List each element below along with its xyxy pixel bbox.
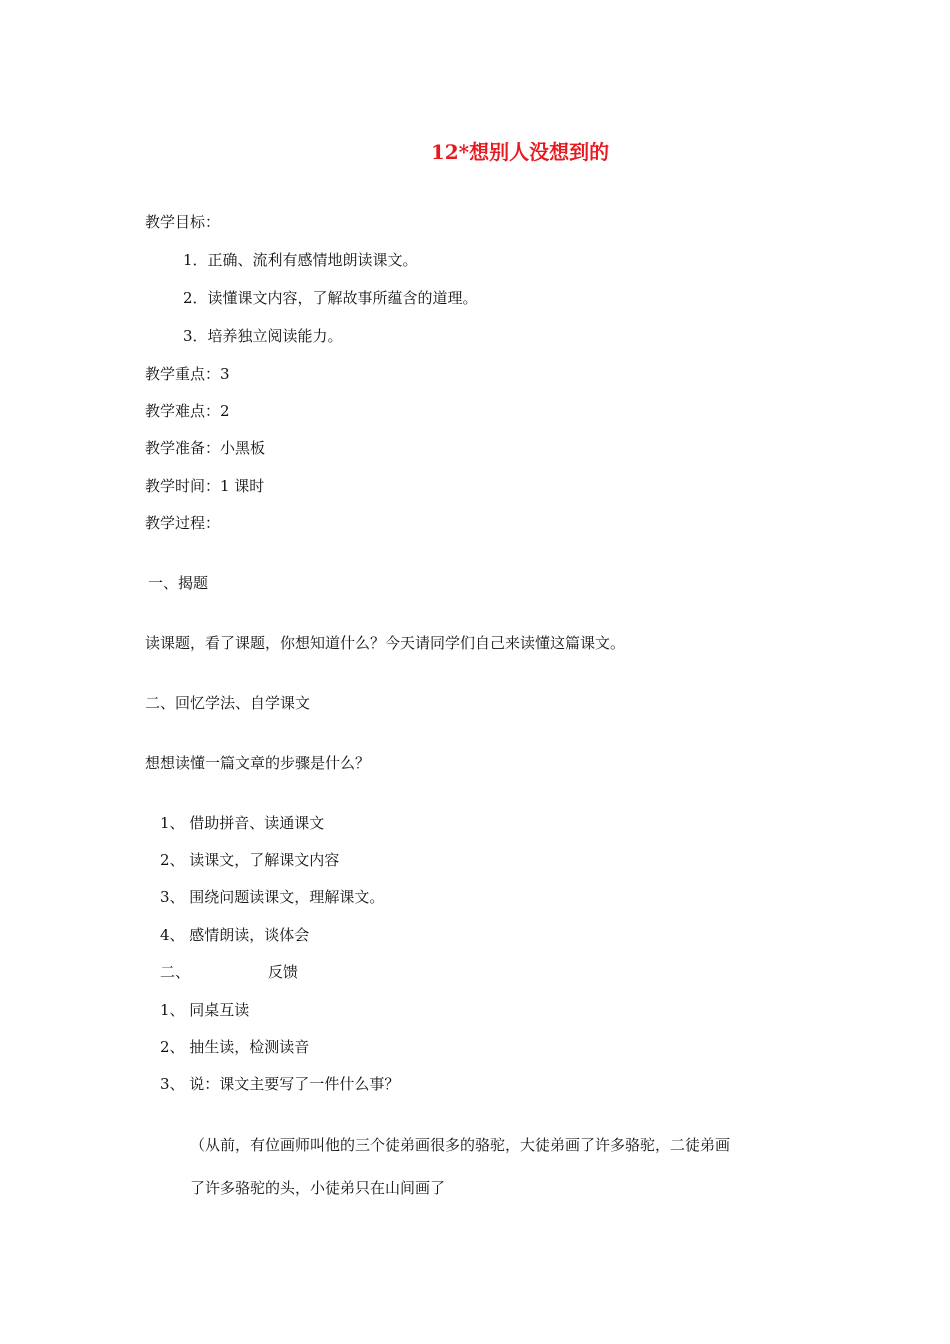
step-item: 4、 感情朗读，谈体会: [160, 926, 310, 944]
document-title: 12*想别人没想到的: [430, 140, 610, 164]
process-label: 教学过程：: [145, 514, 221, 532]
feedback-item: 2、 抽生读，检测读音: [160, 1038, 310, 1056]
feedback-item: 1、 同桌互读: [160, 1001, 250, 1019]
goal-item: 2．读懂课文内容，了解故事所蕴含的道理。: [183, 289, 478, 307]
step-item: 3、 围绕问题读课文，理解课文。: [160, 888, 385, 906]
section-heading: 二、回忆学法、自学课文: [145, 694, 311, 712]
section-heading-text: 反馈: [268, 963, 299, 981]
goals-label: 教学目标：: [145, 213, 221, 231]
section-question: 想想读懂一篇文章的步骤是什么？: [145, 754, 371, 772]
step-item: 2、 读课文，了解课文内容: [160, 851, 340, 869]
goal-item: 3．培养独立阅读能力。: [183, 327, 343, 345]
difficulty: 教学难点：2: [145, 402, 230, 420]
goal-item: 1．正确、流利有感情地朗读课文。: [183, 251, 418, 269]
answer-text: 了许多骆驼的头，小徒弟只在山间画了: [190, 1179, 446, 1197]
preparation: 教学准备：小黑板: [145, 439, 266, 457]
lesson-time: 教学时间：1 课时: [145, 477, 265, 495]
key-point: 教学重点：3: [145, 365, 230, 383]
feedback-item: 3、 说：课文主要写了一件什么事？: [160, 1075, 400, 1093]
section-text: 读课题，看了课题，你想知道什么？今天请同学们自己来读懂这篇课文。: [145, 634, 626, 652]
step-item: 1、 借助拼音、读通课文: [160, 814, 325, 832]
section-heading: 一、揭题: [148, 574, 209, 592]
answer-text: （从前，有位画师叫他的三个徒弟画很多的骆驼，大徒弟画了许多骆驼，二徒弟画: [190, 1136, 731, 1154]
section-heading-number: 二、: [160, 963, 191, 981]
